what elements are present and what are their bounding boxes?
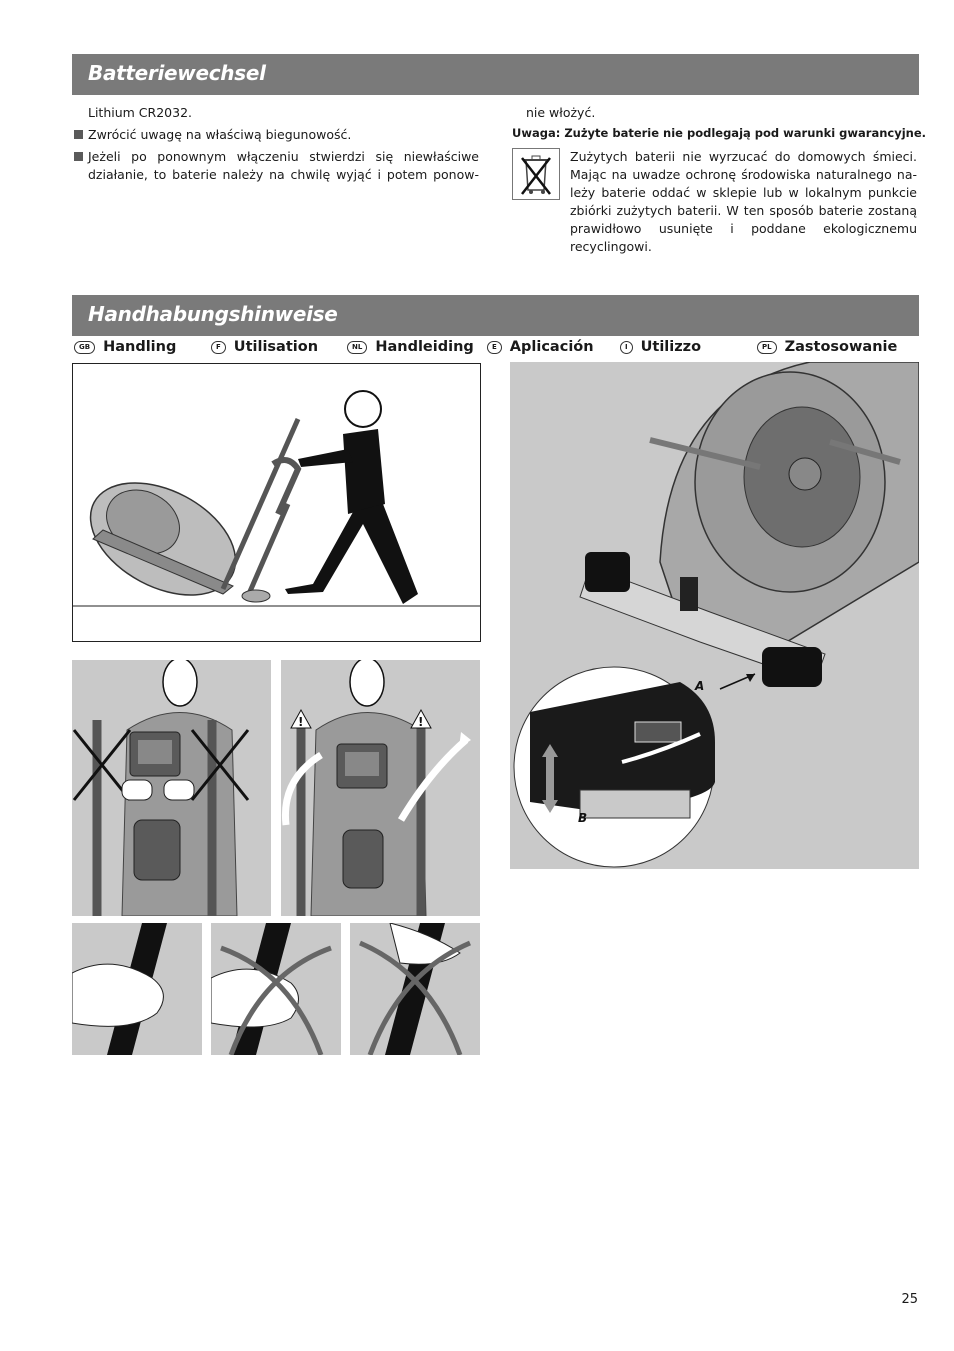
language-code-badge: I: [620, 341, 633, 354]
disposal-line: Zużytych baterii nie wyrzucać do domowych śmieci.: [570, 149, 917, 164]
figure-wrong-grip-2: [211, 923, 341, 1055]
figure-moving-handles: [281, 660, 480, 916]
warranty-warning: Uwaga: Zużyte baterie nie podlegają pod warunki gwarancyjne.: [512, 126, 927, 140]
figure-wrong-grip: [72, 660, 271, 916]
language-code-badge: NL: [347, 341, 367, 354]
disposal-line: zbiórki zużytych baterii. W ten sposób baterie zostaną: [570, 203, 917, 218]
language-code-badge: F: [211, 341, 226, 354]
callout-a-label: A: [695, 679, 705, 693]
malfunction-text-line2: działanie, to baterie należy na chwilę wyjąć i potem ponow-: [88, 167, 479, 182]
figure-wrong-grip-3: [350, 923, 480, 1055]
language-code-badge: E: [487, 341, 502, 354]
svg-text:!: !: [418, 715, 424, 729]
disposal-line: Mając na uwadze ochronę środowiska naturalnego na-: [570, 167, 917, 182]
language-label-text: Aplicación: [509, 339, 594, 355]
figure-leveling-feet: [510, 362, 919, 869]
disposal-line: leży baterie oddać w sklepie lub w lokalnym punkcie: [570, 185, 917, 200]
bullet-icon: [74, 130, 83, 139]
page-number: 25: [901, 1292, 918, 1307]
language-label-i: [620, 337, 701, 357]
section-header-handling: [72, 295, 919, 336]
bullet-icon: [74, 152, 83, 161]
disposal-line: prawidłowo usunięte i poddane ekologicznemu: [570, 221, 917, 236]
language-label-gb: [74, 337, 176, 357]
language-label-text: Utilizzo: [640, 339, 702, 355]
language-label-nl: [347, 337, 474, 357]
language-label-text: Zastosowanie: [784, 339, 898, 355]
figure-moving-machine: [72, 363, 481, 642]
figure-correct-grip: [72, 923, 202, 1055]
reinsert-text: nie włożyć.: [526, 105, 596, 120]
language-label-text: Utilisation: [233, 339, 319, 355]
svg-text:!: !: [298, 715, 304, 729]
polarity-text: Zwrócić uwagę na właściwą biegunowość.: [88, 127, 352, 142]
malfunction-text-line1: Jeżeli po ponownym włączeniu stwierdzi się niewłaściwe: [88, 149, 479, 164]
language-code-badge: PL: [757, 341, 777, 354]
callout-b-label: B: [578, 811, 588, 825]
language-label-f: [211, 337, 318, 357]
section-header-battery: [72, 54, 919, 95]
battery-type-text: Lithium CR2032.: [88, 105, 193, 120]
language-label-text: Handleiding: [375, 339, 474, 355]
language-code-badge: GB: [74, 341, 95, 354]
language-label-pl: [757, 337, 897, 357]
language-label-text: Handling: [103, 339, 177, 355]
language-label-e: [487, 337, 594, 357]
crossed-bin-icon: [512, 148, 560, 200]
section-title: Handhabungshinweise: [88, 302, 338, 326]
section-title: Batteriewechsel: [88, 61, 266, 85]
disposal-line: recyclingowi.: [570, 239, 652, 254]
